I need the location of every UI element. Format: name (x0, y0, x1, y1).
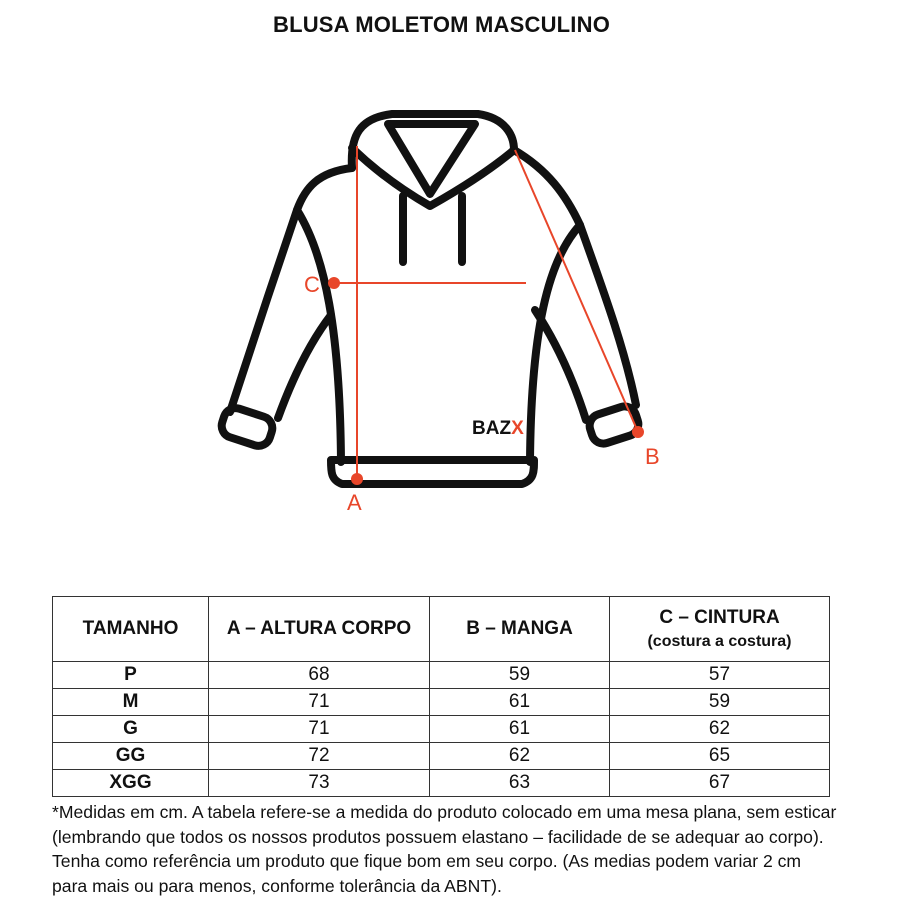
cell-size: P (53, 662, 209, 689)
size-table (52, 596, 830, 797)
table-row (53, 743, 830, 770)
size-table-header (53, 597, 830, 662)
hoodie-sleeve-left (230, 210, 297, 412)
cell-size: GG (53, 743, 209, 770)
marker-c-label: C (304, 272, 320, 297)
cell-sleeve: 63 (430, 770, 610, 797)
page-title: BLUSA MOLETOM MASCULINO (272, 12, 611, 37)
table-row (53, 662, 830, 689)
hoodie-measurement-diagram (200, 100, 680, 520)
hoodie-cuff-right (587, 403, 642, 446)
cell-waist: 65 (610, 743, 830, 770)
cell-size: G (53, 716, 209, 743)
cell-size: M (53, 689, 209, 716)
hoodie-illustration (200, 100, 680, 520)
brand-logo: BAZX (472, 418, 524, 439)
marker-a-label: A (347, 490, 362, 515)
header-waist-subtitle: (costura a costura) (647, 633, 792, 650)
hoodie-sleeve-right (580, 225, 636, 405)
measure-point-a (351, 473, 363, 485)
hoodie-sleeve-left-inner (278, 315, 331, 418)
hoodie-sleeve-right-inner (535, 310, 586, 420)
table-row (53, 716, 830, 743)
table-row (53, 770, 830, 797)
table-row (53, 689, 830, 716)
cell-body-height: 71 (209, 689, 430, 716)
cell-waist: 57 (610, 662, 830, 689)
hoodie-body-left (297, 168, 352, 462)
measure-point-b (632, 426, 644, 438)
cell-waist: 59 (610, 689, 830, 716)
cell-body-height: 68 (209, 662, 430, 689)
cell-body-height: 73 (209, 770, 430, 797)
measurement-note: *Medidas em cm. A tabela refere-se a medida do produto colocado em uma mesa plana, sem esticar (lembrando que todos os nossos produtos possuem elastano – facilidade de se adequar ao corpo). Tenha como referência um produto que fique bom em seu corpo. (As medias podem variar 2 cm para mais ou para menos, conforme tolerância da ABNT). (52, 802, 837, 896)
header-size: TAMANHO (53, 597, 209, 662)
cell-body-height: 71 (209, 716, 430, 743)
hoodie-body-right (514, 150, 580, 462)
marker-b-label: B (645, 444, 660, 469)
cell-body-height: 72 (209, 743, 430, 770)
header-waist (610, 597, 830, 662)
cell-waist: 67 (610, 770, 830, 797)
cell-sleeve: 62 (430, 743, 610, 770)
measure-point-c (328, 277, 340, 289)
hoodie-hood-inner (352, 148, 514, 206)
cell-sleeve: 61 (430, 716, 610, 743)
cell-waist: 62 (610, 716, 830, 743)
header-waist-title: C – CINTURA (659, 607, 780, 628)
cell-sleeve: 59 (430, 662, 610, 689)
header-body-height: A – ALTURA CORPO (209, 597, 430, 662)
header-sleeve: B – MANGA (430, 597, 610, 662)
hoodie-cuff-left (219, 405, 276, 449)
cell-sleeve: 61 (430, 689, 610, 716)
cell-size: XGG (53, 770, 209, 797)
